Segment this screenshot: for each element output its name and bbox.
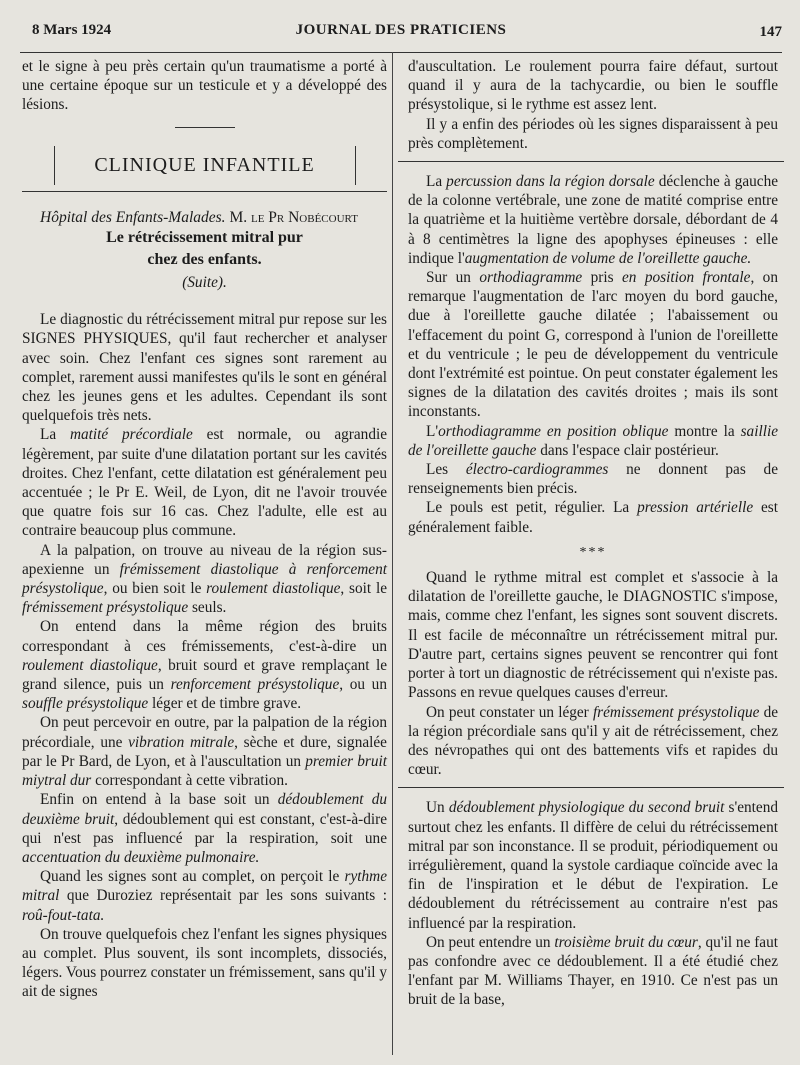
paragraph: A la palpation, on trouve au niveau de la région sus-apexienne un frémissement diastolique à renforcement présystolique, ou bien soit le roulement diastolique, soit le frémissement présystolique seuls. (22, 541, 387, 617)
page-number: 147 (759, 24, 782, 40)
paragraph: On trouve quelquefois chez l'enfant les signes physiques au complet. Plus souvent, ils sont incomplets, dissociés, légers. Vous pourrez constater un frémissement, sans qu'il y ait de signes (22, 925, 387, 1001)
hospital-name: Hôpital des Enfants-Malades. (40, 208, 226, 226)
paragraph: Les électro-cardiogrammes ne donnent pas de renseignements bien précis. (408, 461, 778, 498)
article-title-line1: Le rétrécissement mitral pur (106, 229, 303, 247)
issue-date: 8 Mars 1924 (32, 22, 112, 38)
right-column (408, 57, 778, 1010)
suite-label: (Suite). (182, 274, 227, 292)
paragraph: d'auscultation. Le roulement pourra faire défaut, surtout quand il y aura de la tachycardie, ou bien le souffle présystolique, si le rythme est assez lent. (408, 58, 778, 114)
intro-paragraph: et le signe à peu près certain qu'un traumatisme a porté à une certaine époque sur un testicule et y a développé des lésions. (22, 58, 387, 114)
paragraph: Le diagnostic du rétrécissement mitral pur repose sur les SIGNES PHYSIQUES, qu'il faut rechercher et analyser avec soin. Chez l'enfant ces signes sont rarement au complet, rarement aussi manifestes qu'ils le sont en général chez les jeunes gens et les adultes. Cependant ils sont quelquefois très nets. (22, 311, 387, 425)
paragraph: Un dédoublement physiologique du second bruit s'entend surtout chez les enfants. Il diffère de celui du rétrécissement mitral par son inconstance. Il se produit, périodiquement ou irrégulièrement, quand la systole cardiaque coïncide avec la fin de l'inspiration et le début de l'expiration. Le dédoublement du rétrécissement au contraire n'est pas influencé par la respiration. (408, 799, 778, 932)
header-rule (20, 52, 782, 53)
paragraph: On peut constater un léger frémissement présystolique de la région précordiale sans qu'il y ait de rétrécissement, chez des névropathes qui ont des battements vifs et rapides du cœur. (408, 703, 779, 779)
article-title-line2: chez des enfants. (147, 251, 262, 269)
paragraph: La matité précordiale est normale, ou agrandie légèrement, par suite d'une dilatation portant sur les cavités droites. Chez l'enfant, cette dilatation est généralement peu accentuée ; le Pr E. Weil, de Lyon, dit ne l'avoir trouvée que quatre fois sur 16 cas. Chez l'adulte, elle est au contraire beaucoup plus commune. (22, 426, 388, 540)
section-rule (22, 191, 387, 192)
paragraph: Quand les signes sont au complet, on perçoit le rythme mitral que Duroziez représentait par les sons suivants : roû-fout-tata. (22, 868, 387, 924)
paragraph: Le pouls est petit, régulier. La pression artérielle est généralement faible. (408, 499, 778, 536)
left-column (22, 57, 387, 1002)
paragraph: Enfin on entend à la base soit un dédoublement du deuxième bruit, dédoublement qui est constant, c'est-à-dire qui n'est pas influencé par la respiration, soit une accentuation du deuxième pulmonaire. (22, 791, 387, 866)
paragraph: La percussion dans la région dorsale déclenche à gauche de la colonne vertébrale, une zone de matité comprise entre la quatrième et la huitième vertèbre dorsale, débordant de 4 à 8 centimètres la ligne des apophyses épineuses : elle indique l'augmentation de volume de l'oreillette gauche. (408, 173, 779, 267)
paragraph: On peut entendre un troisième bruit du cœur, qu'il ne faut pas confondre avec ce dédoublement. Il a été étudié chez l'enfant par M. Williams Thayer, en 1910. Ce n'est pas un bruit de la base, (408, 933, 778, 1009)
paragraph: L'orthodiagramme en position oblique montre la saillie de l'oreillette gauche dans l'espace clair postérieur. (408, 422, 778, 459)
hospital-line (22, 208, 387, 227)
page-header (20, 18, 782, 44)
section-rule (398, 161, 784, 162)
paragraph: On entend dans la même région des bruits correspondant à ces frémissements, c'est-à-dire un roulement diastolique, bruit sourd et grave remplaçant le grand silence, puis un renforcement présystolique, ou un souffle présystolique léger et de timbre grave. (22, 618, 388, 713)
article-title (22, 227, 387, 271)
section-title: CLINIQUE INFANTILE (54, 146, 356, 185)
section-rule (398, 787, 784, 788)
column-divider (392, 52, 393, 1055)
paragraph: Quand le rythme mitral est complet et s'associe à la dilatation de l'oreillette gauche, le DIAGNOSTIC s'impose, mais, comme chez l'enfant, les signes sont souvent discrets. Il est facile de méconnaître un rétrécissement mitral pur. D'autre part, certains signes peuvent se rencontrer qui font porter à tort un diagnostic de rétrécissement qui n'existe pas. Passons en revue quelques causes d'erreur. (408, 569, 778, 702)
short-rule (175, 127, 235, 128)
paragraph: On peut percevoir en outre, par la palpation de la région précordiale, une vibration mitrale, sèche et dure, signalée par le Pr Bard, de Lyon, et à l'auscultation un premier bruit miytral dur correspondant à cette vibration. (22, 714, 388, 790)
asterism: *** (579, 544, 607, 560)
paragraph: Il y a enfin des périodes où les signes disparaissent à peu près complètement. (408, 115, 778, 152)
paragraph: Sur un orthodiagramme pris en position frontale, on remarque l'augmentation de l'arc moyen du bord gauche, due à l'oreillette gauche dilatée ; l'abaissement ou l'effacement du point G, correspond à l'union de l'oreillette et du ventricule ; le peu de développement du ventricule dont l'extrémité est pointue. On peut constater également les signes de la dilatation des cavités droites ; mais ils sont inconstants. (408, 269, 778, 421)
journal-title: JOURNAL DES PRATICIENS (295, 22, 507, 38)
professor-name: M. le Pr Nobécourt (229, 208, 358, 226)
